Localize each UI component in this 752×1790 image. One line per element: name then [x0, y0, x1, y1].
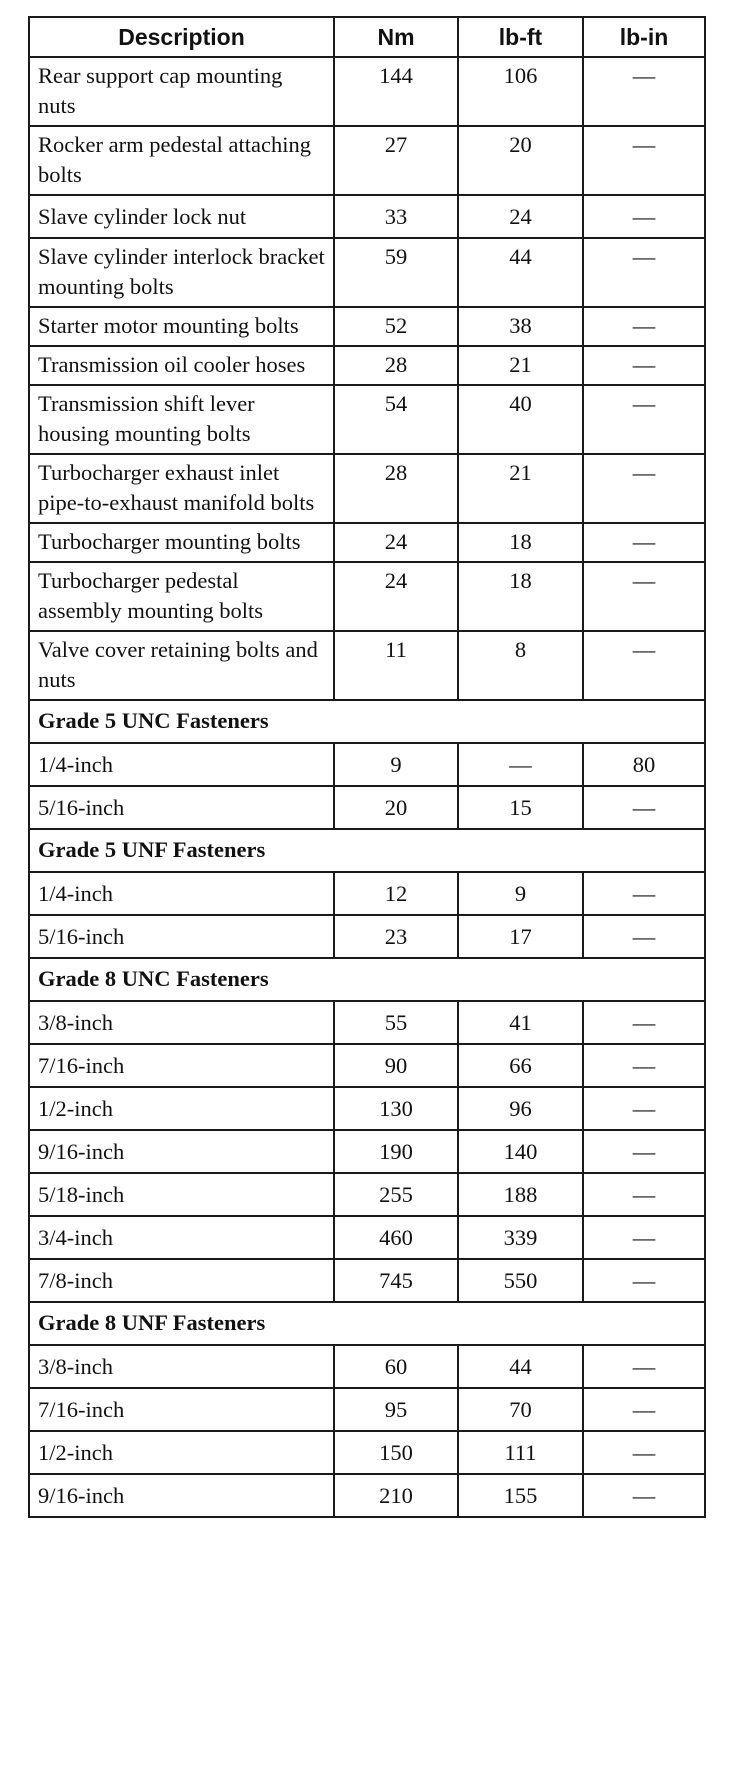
- description-cell: 7/8-inch: [29, 1259, 334, 1302]
- table-row: [29, 57, 705, 126]
- table-row: [29, 631, 705, 700]
- nm-cell: 59: [334, 238, 458, 307]
- table-row: [29, 1216, 705, 1259]
- description-cell: Transmission oil cooler hoses: [29, 346, 334, 385]
- header-lbin: lb-in: [583, 17, 705, 57]
- description-cell: 7/16-inch: [29, 1388, 334, 1431]
- lbft-cell: 24: [458, 195, 583, 238]
- nm-cell: 150: [334, 1431, 458, 1474]
- lbin-cell: —: [583, 1388, 705, 1431]
- lbin-cell: —: [583, 1001, 705, 1044]
- lbin-cell: —: [583, 57, 705, 126]
- description-cell: Slave cylinder interlock bracket mounting bolts: [29, 238, 334, 307]
- description-cell: Rear support cap mounting nuts: [29, 57, 334, 126]
- description-cell: 1/4-inch: [29, 872, 334, 915]
- lbft-cell: 21: [458, 454, 583, 523]
- nm-cell: 33: [334, 195, 458, 238]
- table-row: [29, 126, 705, 195]
- nm-cell: 23: [334, 915, 458, 958]
- table-row: [29, 1259, 705, 1302]
- table-header: [29, 17, 705, 57]
- header-nm: Nm: [334, 17, 458, 57]
- torque-spec-sheet: [28, 16, 704, 1518]
- nm-cell: 28: [334, 346, 458, 385]
- lbin-cell: —: [583, 238, 705, 307]
- lbin-cell: —: [583, 523, 705, 562]
- nm-cell: 90: [334, 1044, 458, 1087]
- table-row: [29, 1388, 705, 1431]
- description-cell: Rocker arm pedestal attaching bolts: [29, 126, 334, 195]
- nm-cell: 95: [334, 1388, 458, 1431]
- lbin-cell: —: [583, 346, 705, 385]
- table-row: [29, 195, 705, 238]
- lbin-cell: —: [583, 385, 705, 454]
- lbft-cell: 44: [458, 238, 583, 307]
- description-cell: Valve cover retaining bolts and nuts: [29, 631, 334, 700]
- nm-cell: 24: [334, 562, 458, 631]
- table-row: [29, 1044, 705, 1087]
- nm-cell: 460: [334, 1216, 458, 1259]
- table-row: [29, 786, 705, 829]
- table-row: [29, 743, 705, 786]
- nm-cell: 20: [334, 786, 458, 829]
- description-cell: Turbocharger pedestal assembly mounting bolts: [29, 562, 334, 631]
- lbin-cell: —: [583, 307, 705, 346]
- lbin-cell: —: [583, 915, 705, 958]
- section-header-grade5-unf: [29, 829, 705, 872]
- lbin-cell: —: [583, 872, 705, 915]
- lbft-cell: 18: [458, 523, 583, 562]
- lbft-cell: 40: [458, 385, 583, 454]
- nm-cell: 190: [334, 1130, 458, 1173]
- section-header-grade8-unc: [29, 958, 705, 1001]
- description-cell: 1/2-inch: [29, 1087, 334, 1130]
- description-cell: Turbocharger exhaust inlet pipe-to-exhaust manifold bolts: [29, 454, 334, 523]
- lbft-cell: 20: [458, 126, 583, 195]
- lbin-cell: —: [583, 786, 705, 829]
- lbft-cell: 8: [458, 631, 583, 700]
- lbft-cell: 155: [458, 1474, 583, 1517]
- lbft-cell: 44: [458, 1345, 583, 1388]
- header-row: [29, 17, 705, 57]
- lbin-cell: —: [583, 631, 705, 700]
- table-row: [29, 454, 705, 523]
- lbft-cell: 9: [458, 872, 583, 915]
- nm-cell: 11: [334, 631, 458, 700]
- lbft-cell: 21: [458, 346, 583, 385]
- description-cell: Slave cylinder lock nut: [29, 195, 334, 238]
- table-row: [29, 307, 705, 346]
- nm-cell: 210: [334, 1474, 458, 1517]
- lbin-cell: —: [583, 1173, 705, 1216]
- table-row: [29, 1431, 705, 1474]
- description-cell: Transmission shift lever housing mounting bolts: [29, 385, 334, 454]
- header-lbft: lb-ft: [458, 17, 583, 57]
- lbft-cell: 66: [458, 1044, 583, 1087]
- description-cell: 3/8-inch: [29, 1345, 334, 1388]
- section-title: Grade 5 UNF Fasteners: [29, 829, 705, 872]
- table-row: [29, 1130, 705, 1173]
- nm-cell: 52: [334, 307, 458, 346]
- table-row: [29, 238, 705, 307]
- nm-cell: 24: [334, 523, 458, 562]
- lbin-cell: —: [583, 195, 705, 238]
- lbin-cell: —: [583, 454, 705, 523]
- section-title: Grade 8 UNF Fasteners: [29, 1302, 705, 1345]
- section-header-grade5-unc: [29, 700, 705, 743]
- nm-cell: 130: [334, 1087, 458, 1130]
- section-header-grade8-unf: [29, 1302, 705, 1345]
- lbft-cell: 70: [458, 1388, 583, 1431]
- table-row: [29, 1345, 705, 1388]
- section-title: Grade 8 UNC Fasteners: [29, 958, 705, 1001]
- table-row: [29, 1087, 705, 1130]
- nm-cell: 9: [334, 743, 458, 786]
- nm-cell: 255: [334, 1173, 458, 1216]
- description-cell: 3/4-inch: [29, 1216, 334, 1259]
- nm-cell: 55: [334, 1001, 458, 1044]
- table-row: [29, 1001, 705, 1044]
- table-row: [29, 1173, 705, 1216]
- lbft-cell: 106: [458, 57, 583, 126]
- table-row: [29, 915, 705, 958]
- torque-spec-table: [28, 16, 706, 1518]
- table-row: [29, 346, 705, 385]
- nm-cell: 745: [334, 1259, 458, 1302]
- description-cell: 5/18-inch: [29, 1173, 334, 1216]
- table-row: [29, 523, 705, 562]
- section-title: Grade 5 UNC Fasteners: [29, 700, 705, 743]
- table-row: [29, 1474, 705, 1517]
- description-cell: 9/16-inch: [29, 1474, 334, 1517]
- nm-cell: 60: [334, 1345, 458, 1388]
- description-cell: 1/2-inch: [29, 1431, 334, 1474]
- nm-cell: 12: [334, 872, 458, 915]
- nm-cell: 28: [334, 454, 458, 523]
- lbft-cell: 15: [458, 786, 583, 829]
- header-description: Description: [29, 17, 334, 57]
- description-cell: 5/16-inch: [29, 915, 334, 958]
- nm-cell: 144: [334, 57, 458, 126]
- lbft-cell: 17: [458, 915, 583, 958]
- nm-cell: 27: [334, 126, 458, 195]
- lbft-cell: 18: [458, 562, 583, 631]
- table-row: [29, 562, 705, 631]
- lbft-cell: 38: [458, 307, 583, 346]
- lbin-cell: 80: [583, 743, 705, 786]
- description-cell: 9/16-inch: [29, 1130, 334, 1173]
- table-row: [29, 385, 705, 454]
- lbft-cell: 41: [458, 1001, 583, 1044]
- lbft-cell: 188: [458, 1173, 583, 1216]
- lbft-cell: 550: [458, 1259, 583, 1302]
- description-cell: 1/4-inch: [29, 743, 334, 786]
- lbin-cell: —: [583, 1087, 705, 1130]
- lbft-cell: —: [458, 743, 583, 786]
- lbin-cell: —: [583, 1216, 705, 1259]
- lbin-cell: —: [583, 1130, 705, 1173]
- nm-cell: 54: [334, 385, 458, 454]
- description-cell: Turbocharger mounting bolts: [29, 523, 334, 562]
- lbft-cell: 140: [458, 1130, 583, 1173]
- lbin-cell: —: [583, 126, 705, 195]
- lbft-cell: 111: [458, 1431, 583, 1474]
- description-cell: 7/16-inch: [29, 1044, 334, 1087]
- description-cell: 5/16-inch: [29, 786, 334, 829]
- lbin-cell: —: [583, 1474, 705, 1517]
- lbft-cell: 96: [458, 1087, 583, 1130]
- table-row: [29, 872, 705, 915]
- lbin-cell: —: [583, 1431, 705, 1474]
- lbin-cell: —: [583, 1259, 705, 1302]
- lbin-cell: —: [583, 1044, 705, 1087]
- lbin-cell: —: [583, 562, 705, 631]
- lbin-cell: —: [583, 1345, 705, 1388]
- description-cell: 3/8-inch: [29, 1001, 334, 1044]
- lbft-cell: 339: [458, 1216, 583, 1259]
- table-body: [29, 57, 705, 1517]
- description-cell: Starter motor mounting bolts: [29, 307, 334, 346]
